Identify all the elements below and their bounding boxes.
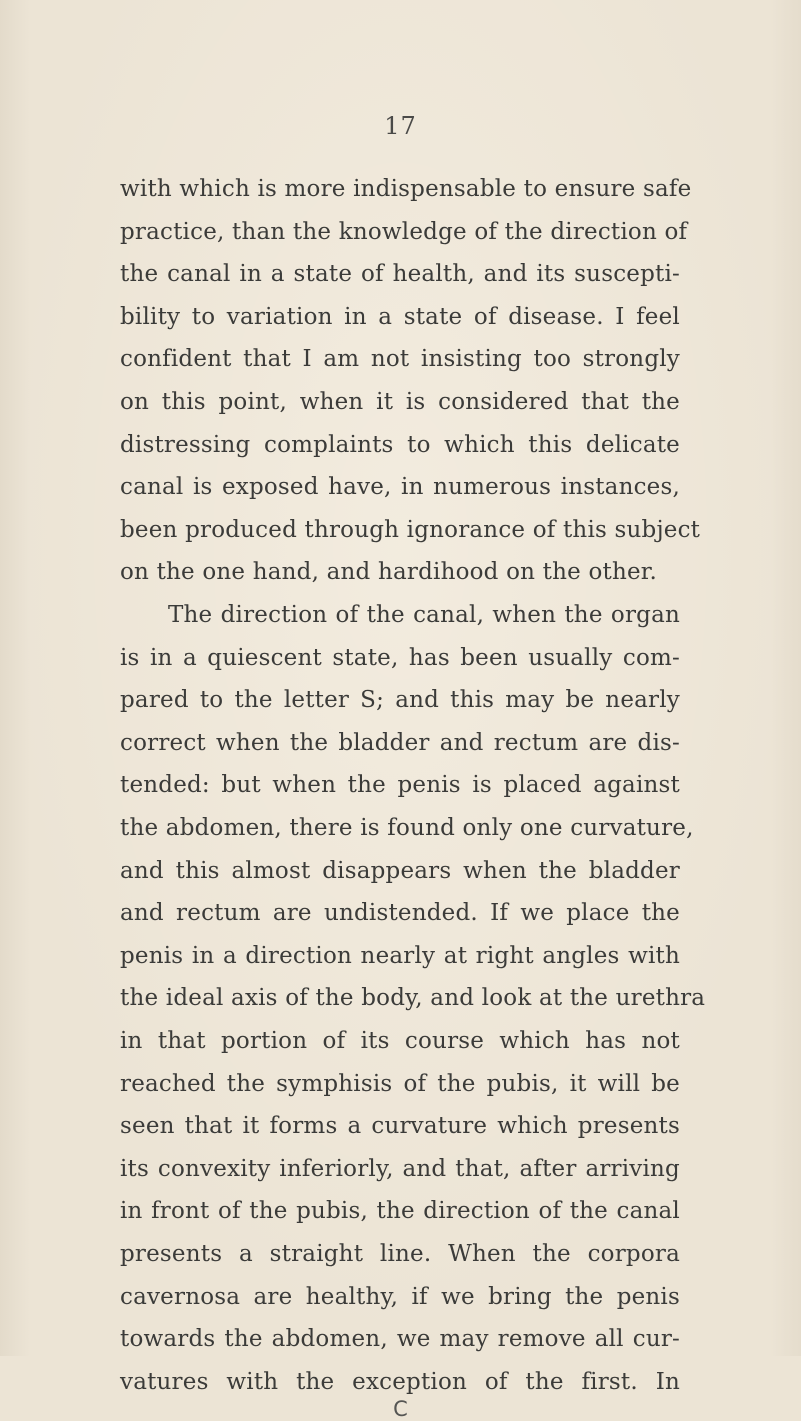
text-line: bility to variation in a state of disease. I feel [120, 304, 680, 330]
page-number: 17 [384, 112, 417, 140]
text-line: the ideal axis of the body, and look at the urethra [120, 985, 706, 1011]
text-line: penis in a direction nearly at right angles with [120, 943, 680, 969]
text-line: in front of the pubis, the direction of the canal [120, 1198, 680, 1224]
text-line: canal is exposed have, in numerous instances, [120, 474, 680, 500]
signature-mark: C [393, 1397, 408, 1421]
text-line: its convexity inferiorly, and that, after arriving [120, 1156, 680, 1182]
text-line: pared to the letter S; and this may be nearly [120, 687, 680, 713]
text-line: in that portion of its course which has not [120, 1028, 680, 1054]
text-line: the abdomen, there is found only one curvature, [120, 815, 694, 841]
text-line: towards the abdomen, we may remove all cur- [120, 1326, 680, 1352]
text-line: on this point, when it is considered that the [120, 389, 680, 415]
text-line: practice, than the knowledge of the direction of [120, 219, 688, 245]
text-line: vatures with the exception of the first. In [120, 1369, 680, 1395]
text-line: presents a straight line. When the corpora [120, 1241, 680, 1267]
text-line: seen that it forms a curvature which presents [120, 1113, 680, 1139]
text-line: the canal in a state of health, and its suscepti- [120, 261, 680, 287]
text-line: been produced through ignorance of this subject [120, 517, 701, 543]
paragraph-end-line: on the one hand, and hardihood on the other. [120, 559, 657, 585]
text-line: and rectum are undistended. If we place the [120, 900, 680, 926]
text-line: is in a quiescent state, has been usually com- [120, 645, 680, 671]
text-line: distressing complaints to which this delicate [120, 432, 680, 458]
text-line: tended: but when the penis is placed against [120, 772, 680, 798]
text-line: correct when the bladder and rectum are dis- [120, 730, 680, 756]
paragraph-start-line: The direction of the canal, when the organ [168, 602, 680, 628]
text-line: confident that I am not insisting too strongly [120, 346, 680, 372]
text-line: and this almost disappears when the bladder [120, 858, 680, 884]
text-line: cavernosa are healthy, if we bring the penis [120, 1284, 680, 1310]
text-line: with which is more indispensable to ensure safe [120, 176, 692, 202]
text-line: reached the symphisis of the pubis, it will be [120, 1071, 680, 1097]
